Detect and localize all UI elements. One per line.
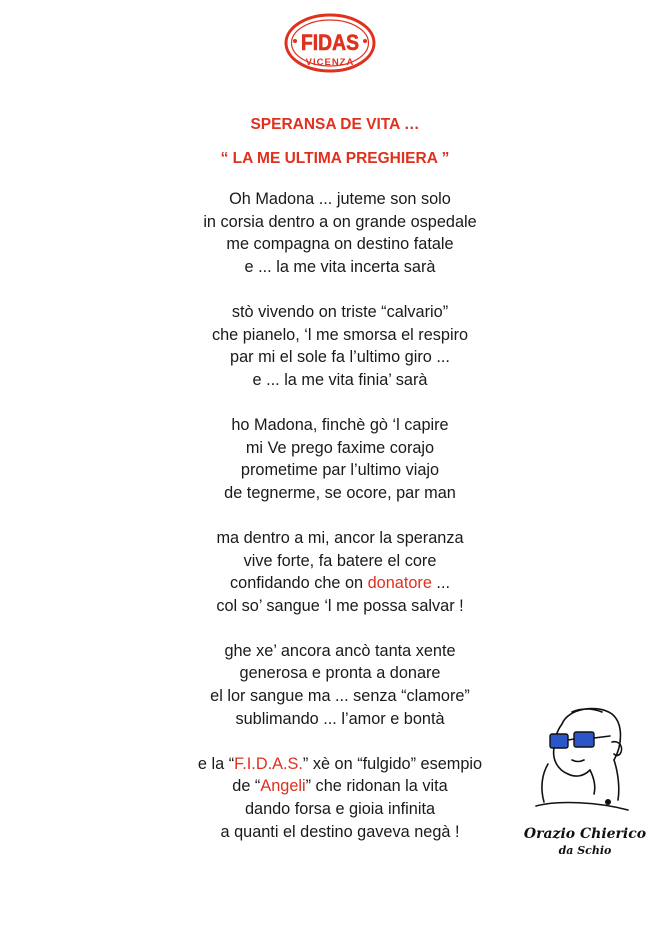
highlighted-word: Angeli xyxy=(260,777,306,796)
poem-line: vive forte, fa batere el core xyxy=(243,551,437,570)
poem-line xyxy=(160,775,520,798)
poem-line: de tegnerme, se ocore, par man xyxy=(224,483,456,502)
author-portrait xyxy=(528,702,636,820)
poem-line: me compagna on destino fatale xyxy=(226,235,454,254)
poem-stanza xyxy=(160,753,520,843)
poem-stanza xyxy=(160,527,520,617)
poem-line xyxy=(160,753,520,776)
poem-line: stò vivendo on triste “calvario” xyxy=(231,302,449,321)
logo-brand-text: FIDAS xyxy=(301,30,359,55)
highlighted-word: F.I.D.A.S. xyxy=(234,754,303,773)
poem-stanza xyxy=(160,640,520,730)
author-origin: da Schio xyxy=(558,844,612,857)
poem-line: dando forsa e gioia infinita xyxy=(244,800,436,819)
poem-line: in corsia dentro a on grande ospedale xyxy=(203,212,477,231)
poem-line-text: de “ xyxy=(232,777,261,796)
logo-city-text: VICENZA xyxy=(305,57,355,68)
highlighted-word: donatore xyxy=(367,574,432,593)
poem-line: e ... la me vita incerta sarà xyxy=(244,257,436,276)
author-name: Orazio Chierico xyxy=(523,826,647,842)
poem-line: sublimando ... l’amor e bontà xyxy=(235,709,445,728)
poem-line: par mi el sole fa l’ultimo giro ... xyxy=(230,348,450,367)
poem-line: prometime par l’ultimo viajo xyxy=(240,461,440,480)
poem-line: el lor sangue ma ... senza “clamore” xyxy=(210,687,470,706)
poem-line: Oh Madona ... juteme son solo xyxy=(229,190,451,208)
poem-line: e ... la me vita finia’ sarà xyxy=(252,370,428,389)
poem-line: ghe xe’ ancora ancò tanta xente xyxy=(224,641,456,660)
poem-line: ma dentro a mi, ancor la speranza xyxy=(216,528,464,547)
poem-body xyxy=(160,188,520,866)
poem-line: col so’ sangue ‘l me possa salvar ! xyxy=(216,596,464,615)
poem-line: a quanti el destino gaveva negà ! xyxy=(220,822,460,841)
poem-line-text: ” che ridonan la vita xyxy=(305,777,448,796)
poem-line: generosa e pronta a donare xyxy=(239,664,441,683)
poem-line: ho Madona, finchè gò ‘l capire xyxy=(231,415,449,434)
poem-stanza xyxy=(160,301,520,391)
poem-line-text: e la “ xyxy=(197,754,235,773)
fidas-logo xyxy=(283,12,377,76)
poem-stanza xyxy=(160,188,520,278)
poem-line-text: ... xyxy=(431,574,450,593)
poem-line-text: confidando che on xyxy=(230,574,368,593)
poem-stanza xyxy=(160,414,520,504)
poem-title: SPERANSA DE VITA … xyxy=(250,116,420,133)
poem-line: che pianelo, ‘l me smorsa el respiro xyxy=(211,325,469,344)
poem-line xyxy=(160,572,520,595)
poem-line-text: ” xè on “fulgido” esempio xyxy=(302,754,483,773)
poem-subtitle: “ LA ME ULTIMA PREGHIERA ” xyxy=(220,150,450,167)
poem-line: mi Ve prego faxime corajo xyxy=(245,438,435,457)
